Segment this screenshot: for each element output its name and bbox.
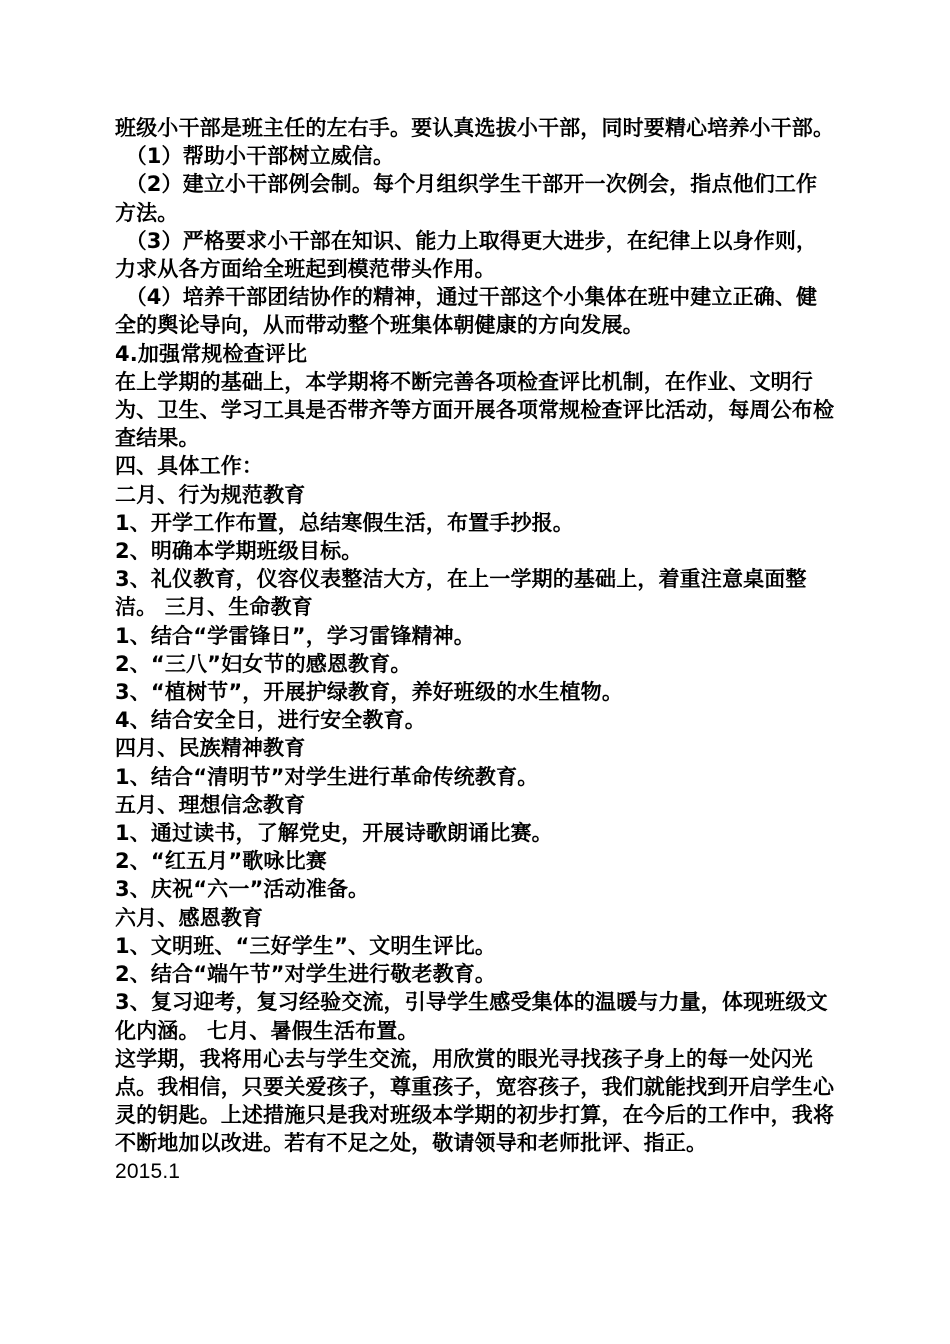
list-item: 1、结合“清明节”对学生进行革命传统教育。 — [115, 764, 539, 789]
paragraph-item-4: （4）培养干部团结协作的精神，通过干部这个小集体在班中建立正确、健全的舆论导向，从而带动整个班集体朝健康的方向发展。 — [115, 285, 818, 338]
document-date: 2015.1 — [115, 1159, 181, 1183]
list-item: 1、结合“学雷锋日”，学习雷锋精神。 — [115, 623, 475, 648]
paragraph-inspection: 在上学期的基础上，本学期将不断完善各项检查评比机制，在作业、文明行为、卫生、学习工具是否带齐等方面开展各项常规检查评比活动，每周公布检查结果。 — [115, 369, 835, 451]
list-item: 1、通过读书，了解党史，开展诗歌朗诵比赛。 — [115, 821, 553, 846]
document-body — [115, 114, 837, 1186]
paragraph-conclusion: 这学期，我将用心去与学生交流，用欣赏的眼光寻找孩子身上的每一处闪光点。我相信，只要关爱孩子，尊重孩子，宽容孩子，我们就能找到开启学生心灵的钥匙。上述措施只是我对班级本学期的初步打算，在今后的工作中，我将不断地加以改进。若有不足之处，敬请领导和老师批评、指正。 — [115, 1046, 835, 1156]
list-item: 3、“植树节”，开展护绿教育，养好班级的水生植物。 — [115, 680, 623, 705]
list-item: 2、结合“端午节”对学生进行敬老教育。 — [115, 962, 497, 987]
list-item: 1、文明班、“三好学生”、文明生评比。 — [115, 933, 497, 958]
paragraph-item-2: （2）建立小干部例会制。每个月组织学生干部开一次例会，指点他们工作方法。 — [115, 172, 818, 225]
list-item: 2、明确本学期班级目标。 — [115, 539, 363, 564]
list-item: 2、“红五月”歌咏比赛 — [115, 849, 327, 874]
paragraph-item-1: （1）帮助小干部树立威信。 — [115, 144, 395, 169]
month-heading-may: 五月、理想信念教育 — [115, 792, 306, 817]
section-heading-specific-work: 四、具体工作： — [115, 454, 264, 479]
list-item: 2、“三八”妇女节的感恩教育。 — [115, 651, 412, 676]
paragraph-intro: 班级小干部是班主任的左右手。要认真选拔小干部，同时要精心培养小干部。 — [115, 116, 835, 140]
month-heading-april: 四月、民族精神教育 — [115, 736, 306, 761]
section-heading-4: 4.加强常规检查评比 — [115, 341, 308, 366]
list-item: 3、复习迎考，复习经验交流，引导学生感受集体的温暖与力量，体现班级文化内涵。 七月、暑假生活布置。 — [115, 990, 828, 1043]
list-item: 3、礼仪教育，仪容仪表整洁大方，在上一学期的基础上，着重注意桌面整洁。 三月、生命教育 — [115, 567, 807, 620]
paragraph-item-3: （3）严格要求小干部在知识、能力上取得更大进步，在纪律上以身作则，力求从各方面给全班起到模范带头作用。 — [115, 228, 818, 282]
list-item: 3、庆祝“六一”活动准备。 — [115, 877, 370, 902]
list-item: 4、结合安全日，进行安全教育。 — [115, 708, 426, 733]
list-item: 1、开学工作布置，总结寒假生活，布置手抄报。 — [115, 510, 574, 535]
month-heading-june: 六月、感恩教育 — [115, 905, 264, 930]
month-heading-february: 二月、行为规范教育 — [115, 482, 306, 507]
